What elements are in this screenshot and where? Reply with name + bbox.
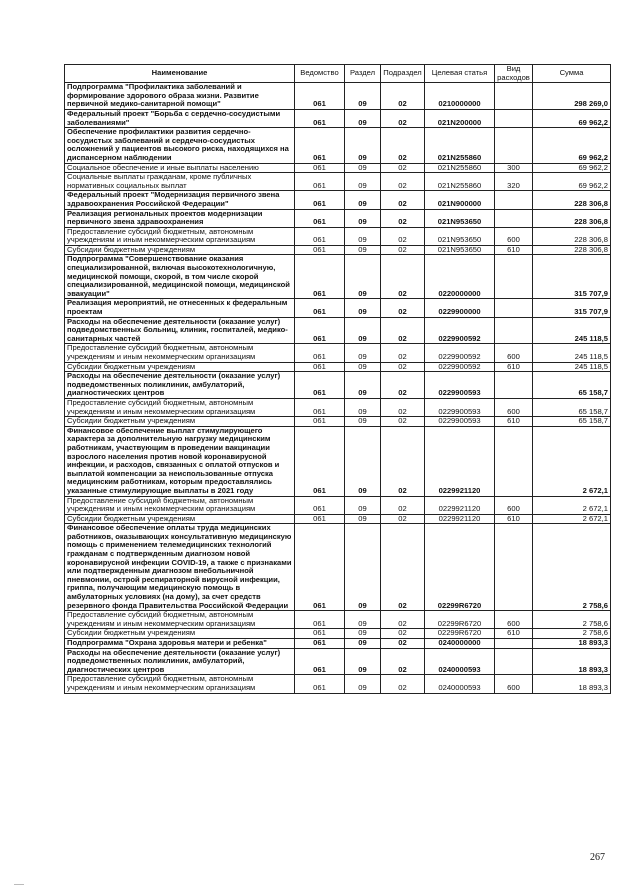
cell-name: Федеральный проект "Борьба с сердечно-сосудистыми заболеваниями" — [65, 109, 295, 127]
cell-expense-type — [495, 299, 533, 317]
cell-expense-type — [495, 524, 533, 611]
cell-expense-type: 300 — [495, 163, 533, 173]
cell-department: 061 — [295, 163, 345, 173]
table-row — [65, 524, 611, 611]
cell-subsection: 02 — [381, 83, 425, 110]
table-row — [65, 372, 611, 399]
cell-section: 09 — [345, 496, 381, 514]
cell-amount: 2 672,1 — [533, 514, 611, 524]
cell-expense-type — [495, 209, 533, 227]
cell-section: 09 — [345, 524, 381, 611]
cell-amount: 228 306,8 — [533, 245, 611, 255]
cell-name: Финансовое обеспечение оплаты труда медицинских работников, оказывающих консультативную медицинскую помощь с применением телемедицинских технологий гражданам с подтвержденным диагнозом новой коронавирусной инфекции COVID-19, а также с признаками или подтвержденным диагнозом внебольничной пневмонии, острой респираторной вирусной инфекции, гриппа, получающим медицинскую помощь в амбулаторных условиях (на дому), за счет средств резервного фонда Правительства Российской Федерации — [65, 524, 295, 611]
table-row — [65, 227, 611, 245]
cell-subsection: 02 — [381, 398, 425, 416]
cell-target-article: 021N953650 — [425, 209, 495, 227]
cell-department: 061 — [295, 426, 345, 496]
cell-department: 061 — [295, 109, 345, 127]
cell-target-article: 021N953650 — [425, 245, 495, 255]
table-row — [65, 299, 611, 317]
table-row — [65, 398, 611, 416]
cell-name: Субсидии бюджетным учреждениям — [65, 362, 295, 372]
cell-amount: 245 118,5 — [533, 317, 611, 344]
cell-subsection: 02 — [381, 128, 425, 163]
cell-amount: 2 758,6 — [533, 629, 611, 639]
table-row — [65, 362, 611, 372]
cell-name: Подпрограмма "Профилактика заболеваний и формирование здорового образа жизни. Развитие первичной медико-санитарной помощи" — [65, 83, 295, 110]
cell-name: Подпрограмма "Охрана здоровья матери и ребенка" — [65, 639, 295, 649]
cell-department: 061 — [295, 245, 345, 255]
cell-department: 061 — [295, 299, 345, 317]
cell-expense-type — [495, 426, 533, 496]
cell-department: 061 — [295, 372, 345, 399]
cell-subsection: 02 — [381, 109, 425, 127]
header-subsection: Подраздел — [381, 65, 425, 83]
cell-target-article: 0220000000 — [425, 255, 495, 299]
cell-name: Подпрограмма "Совершенствование оказания специализированной, включая высокотехнологичную, медицинской помощи, скорой, в том числе скорой специализированной, медицинской помощи, медицинской эвакуации" — [65, 255, 295, 299]
cell-name: Субсидии бюджетным учреждениям — [65, 514, 295, 524]
cell-section: 09 — [345, 344, 381, 362]
cell-amount: 69 962,2 — [533, 128, 611, 163]
table-row — [65, 83, 611, 110]
cell-amount: 315 707,9 — [533, 255, 611, 299]
cell-subsection: 02 — [381, 344, 425, 362]
cell-target-article: 0229900593 — [425, 372, 495, 399]
cell-expense-type — [495, 255, 533, 299]
table-header-row — [65, 65, 611, 83]
cell-amount: 18 893,3 — [533, 639, 611, 649]
cell-name: Обеспечение профилактики развития сердечно-сосудистых заболеваний и сердечно-сосудистых осложнений у пациентов высокого риска, находящихся на диспансерном наблюдении — [65, 128, 295, 163]
cell-amount: 298 269,0 — [533, 83, 611, 110]
cell-expense-type: 600 — [495, 675, 533, 693]
budget-sheet — [64, 64, 610, 694]
cell-department: 061 — [295, 344, 345, 362]
table-row — [65, 128, 611, 163]
cell-department: 061 — [295, 191, 345, 209]
table-row — [65, 675, 611, 693]
cell-department: 061 — [295, 83, 345, 110]
cell-target-article: 0240000000 — [425, 639, 495, 649]
cell-subsection: 02 — [381, 675, 425, 693]
header-section: Раздел — [345, 65, 381, 83]
cell-subsection: 02 — [381, 426, 425, 496]
cell-department: 061 — [295, 317, 345, 344]
cell-section: 09 — [345, 639, 381, 649]
cell-section: 09 — [345, 109, 381, 127]
cell-target-article: 0210000000 — [425, 83, 495, 110]
cell-department: 061 — [295, 362, 345, 372]
cell-expense-type — [495, 372, 533, 399]
cell-expense-type: 600 — [495, 611, 533, 629]
cell-target-article: 0240000593 — [425, 675, 495, 693]
cell-target-article: 02299R6720 — [425, 629, 495, 639]
cell-department: 061 — [295, 524, 345, 611]
cell-department: 061 — [295, 209, 345, 227]
table-row — [65, 255, 611, 299]
cell-expense-type: 600 — [495, 344, 533, 362]
cell-expense-type: 600 — [495, 398, 533, 416]
cell-name: Предоставление субсидий бюджетным, автономным учреждениям и иным некоммерческим организациям — [65, 227, 295, 245]
cell-name: Реализация мероприятий, не отнесенных к федеральным проектам — [65, 299, 295, 317]
cell-amount: 245 118,5 — [533, 362, 611, 372]
cell-expense-type: 610 — [495, 417, 533, 427]
cell-amount: 69 962,2 — [533, 163, 611, 173]
cell-department: 061 — [295, 514, 345, 524]
header-target-article: Целевая статья — [425, 65, 495, 83]
cell-name: Субсидии бюджетным учреждениям — [65, 417, 295, 427]
cell-amount: 228 306,8 — [533, 209, 611, 227]
budget-table — [64, 64, 611, 694]
cell-department: 061 — [295, 128, 345, 163]
table-row — [65, 191, 611, 209]
cell-expense-type — [495, 317, 533, 344]
cell-section: 09 — [345, 299, 381, 317]
cell-department: 061 — [295, 417, 345, 427]
cell-amount: 2 758,6 — [533, 524, 611, 611]
table-row — [65, 344, 611, 362]
cell-name: Предоставление субсидий бюджетным, автономным учреждениям и иным некоммерческим организациям — [65, 611, 295, 629]
cell-name: Предоставление субсидий бюджетным, автономным учреждениям и иным некоммерческим организациям — [65, 344, 295, 362]
table-row — [65, 245, 611, 255]
cell-section: 09 — [345, 648, 381, 675]
cell-department: 061 — [295, 648, 345, 675]
cell-department: 061 — [295, 173, 345, 191]
table-row — [65, 163, 611, 173]
cell-target-article: 0240000593 — [425, 648, 495, 675]
cell-subsection: 02 — [381, 372, 425, 399]
cell-department: 061 — [295, 496, 345, 514]
cell-amount: 65 158,7 — [533, 398, 611, 416]
cell-target-article: 0229900592 — [425, 362, 495, 372]
cell-subsection: 02 — [381, 639, 425, 649]
cell-section: 09 — [345, 629, 381, 639]
cell-target-article: 021N200000 — [425, 109, 495, 127]
cell-amount: 69 962,2 — [533, 173, 611, 191]
cell-subsection: 02 — [381, 255, 425, 299]
cell-section: 09 — [345, 317, 381, 344]
cell-expense-type: 600 — [495, 496, 533, 514]
cell-subsection: 02 — [381, 496, 425, 514]
cell-section: 09 — [345, 611, 381, 629]
cell-section: 09 — [345, 417, 381, 427]
cell-name: Расходы на обеспечение деятельности (оказание услуг) подведомственных поликлиник, амбулаторий, диагностических центров — [65, 372, 295, 399]
cell-expense-type: 610 — [495, 245, 533, 255]
cell-subsection: 02 — [381, 163, 425, 173]
cell-department: 061 — [295, 227, 345, 245]
table-row — [65, 426, 611, 496]
cell-amount: 315 707,9 — [533, 299, 611, 317]
cell-section: 09 — [345, 514, 381, 524]
table-row — [65, 417, 611, 427]
cell-amount: 65 158,7 — [533, 417, 611, 427]
cell-subsection: 02 — [381, 191, 425, 209]
cell-section: 09 — [345, 398, 381, 416]
cell-target-article: 021N900000 — [425, 191, 495, 209]
cell-name: Расходы на обеспечение деятельности (оказание услуг) подведомственных больниц, клиник, госпиталей, медико-санитарных частей — [65, 317, 295, 344]
cell-section: 09 — [345, 83, 381, 110]
cell-name: Субсидии бюджетным учреждениям — [65, 245, 295, 255]
cell-amount: 245 118,5 — [533, 344, 611, 362]
cell-section: 09 — [345, 362, 381, 372]
cell-amount: 228 306,8 — [533, 191, 611, 209]
cell-subsection: 02 — [381, 227, 425, 245]
table-row — [65, 317, 611, 344]
cell-expense-type — [495, 639, 533, 649]
cell-target-article: 0229921120 — [425, 496, 495, 514]
cell-name: Предоставление субсидий бюджетным, автономным учреждениям и иным некоммерческим организациям — [65, 398, 295, 416]
cell-expense-type — [495, 128, 533, 163]
cell-subsection: 02 — [381, 629, 425, 639]
cell-expense-type: 600 — [495, 227, 533, 245]
cell-name: Предоставление субсидий бюджетным, автономным учреждениям и иным некоммерческим организациям — [65, 675, 295, 693]
table-row — [65, 629, 611, 639]
table-row — [65, 639, 611, 649]
cell-amount: 2 758,6 — [533, 611, 611, 629]
cell-target-article: 0229921120 — [425, 426, 495, 496]
cell-expense-type — [495, 83, 533, 110]
cell-section: 09 — [345, 173, 381, 191]
cell-target-article: 0229900593 — [425, 398, 495, 416]
cell-section: 09 — [345, 191, 381, 209]
table-row — [65, 611, 611, 629]
cell-section: 09 — [345, 675, 381, 693]
cell-section: 09 — [345, 227, 381, 245]
cell-amount: 65 158,7 — [533, 372, 611, 399]
page-number: 267 — [590, 852, 605, 863]
cell-expense-type — [495, 648, 533, 675]
cell-expense-type: 320 — [495, 173, 533, 191]
cell-expense-type: 610 — [495, 514, 533, 524]
table-row — [65, 648, 611, 675]
cell-target-article: 0229900592 — [425, 344, 495, 362]
cell-subsection: 02 — [381, 173, 425, 191]
cell-target-article: 0229900592 — [425, 317, 495, 344]
cell-target-article: 02299R6720 — [425, 524, 495, 611]
cell-section: 09 — [345, 255, 381, 299]
cell-target-article: 0229900593 — [425, 417, 495, 427]
cell-name: Реализация региональных проектов модернизации первичного звена здравоохранения — [65, 209, 295, 227]
cell-target-article: 0229921120 — [425, 514, 495, 524]
cell-section: 09 — [345, 426, 381, 496]
cell-subsection: 02 — [381, 611, 425, 629]
table-row — [65, 514, 611, 524]
scan-mark — [14, 884, 24, 885]
header-amount: Сумма — [533, 65, 611, 83]
table-body — [65, 83, 611, 693]
cell-subsection: 02 — [381, 524, 425, 611]
cell-subsection: 02 — [381, 317, 425, 344]
cell-name: Социальное обеспечение и иные выплаты населению — [65, 163, 295, 173]
cell-target-article: 0229900000 — [425, 299, 495, 317]
cell-section: 09 — [345, 245, 381, 255]
cell-name: Субсидии бюджетным учреждениям — [65, 629, 295, 639]
cell-name: Предоставление субсидий бюджетным, автономным учреждениям и иным некоммерческим организациям — [65, 496, 295, 514]
cell-expense-type: 610 — [495, 629, 533, 639]
cell-department: 061 — [295, 398, 345, 416]
cell-section: 09 — [345, 163, 381, 173]
cell-amount: 18 893,3 — [533, 648, 611, 675]
cell-subsection: 02 — [381, 209, 425, 227]
cell-department: 061 — [295, 611, 345, 629]
cell-department: 061 — [295, 639, 345, 649]
header-expense-type: Вид расходов — [495, 65, 533, 83]
cell-subsection: 02 — [381, 648, 425, 675]
cell-target-article: 02299R6720 — [425, 611, 495, 629]
cell-name: Расходы на обеспечение деятельности (оказание услуг) подведомственных поликлиник, амбулаторий, диагностических центров — [65, 648, 295, 675]
header-name: Наименование — [65, 65, 295, 83]
cell-subsection: 02 — [381, 514, 425, 524]
cell-department: 061 — [295, 629, 345, 639]
cell-department: 061 — [295, 255, 345, 299]
cell-amount: 2 672,1 — [533, 496, 611, 514]
cell-target-article: 021N255860 — [425, 173, 495, 191]
table-row — [65, 109, 611, 127]
table-row — [65, 209, 611, 227]
cell-subsection: 02 — [381, 299, 425, 317]
cell-name: Финансовое обеспечение выплат стимулирующего характера за дополнительную нагрузку медицинским работникам, участвующим в проведении вакцинации взрослого населения против новой коронавирусной инфекции, и расходов, связанных с оплатой отпусков и выплатой компенсации за неиспользованные отпуска медицинским работникам, которым предоставлялись указанные стимулирующие выплаты в 2021 году — [65, 426, 295, 496]
cell-expense-type — [495, 109, 533, 127]
cell-expense-type: 610 — [495, 362, 533, 372]
cell-amount: 2 672,1 — [533, 426, 611, 496]
cell-expense-type — [495, 191, 533, 209]
cell-target-article: 021N255860 — [425, 163, 495, 173]
cell-target-article: 021N953650 — [425, 227, 495, 245]
cell-subsection: 02 — [381, 362, 425, 372]
table-row — [65, 496, 611, 514]
cell-subsection: 02 — [381, 245, 425, 255]
cell-section: 09 — [345, 372, 381, 399]
cell-name: Социальные выплаты гражданам, кроме публичных нормативных социальных выплат — [65, 173, 295, 191]
cell-name: Федеральный проект "Модернизация первичного звена здравоохранения Российской Федерации" — [65, 191, 295, 209]
cell-amount: 69 962,2 — [533, 109, 611, 127]
cell-amount: 18 893,3 — [533, 675, 611, 693]
cell-amount: 228 306,8 — [533, 227, 611, 245]
table-row — [65, 173, 611, 191]
cell-subsection: 02 — [381, 417, 425, 427]
cell-section: 09 — [345, 128, 381, 163]
cell-department: 061 — [295, 675, 345, 693]
cell-target-article: 021N255860 — [425, 128, 495, 163]
header-department: Ведомство — [295, 65, 345, 83]
cell-section: 09 — [345, 209, 381, 227]
